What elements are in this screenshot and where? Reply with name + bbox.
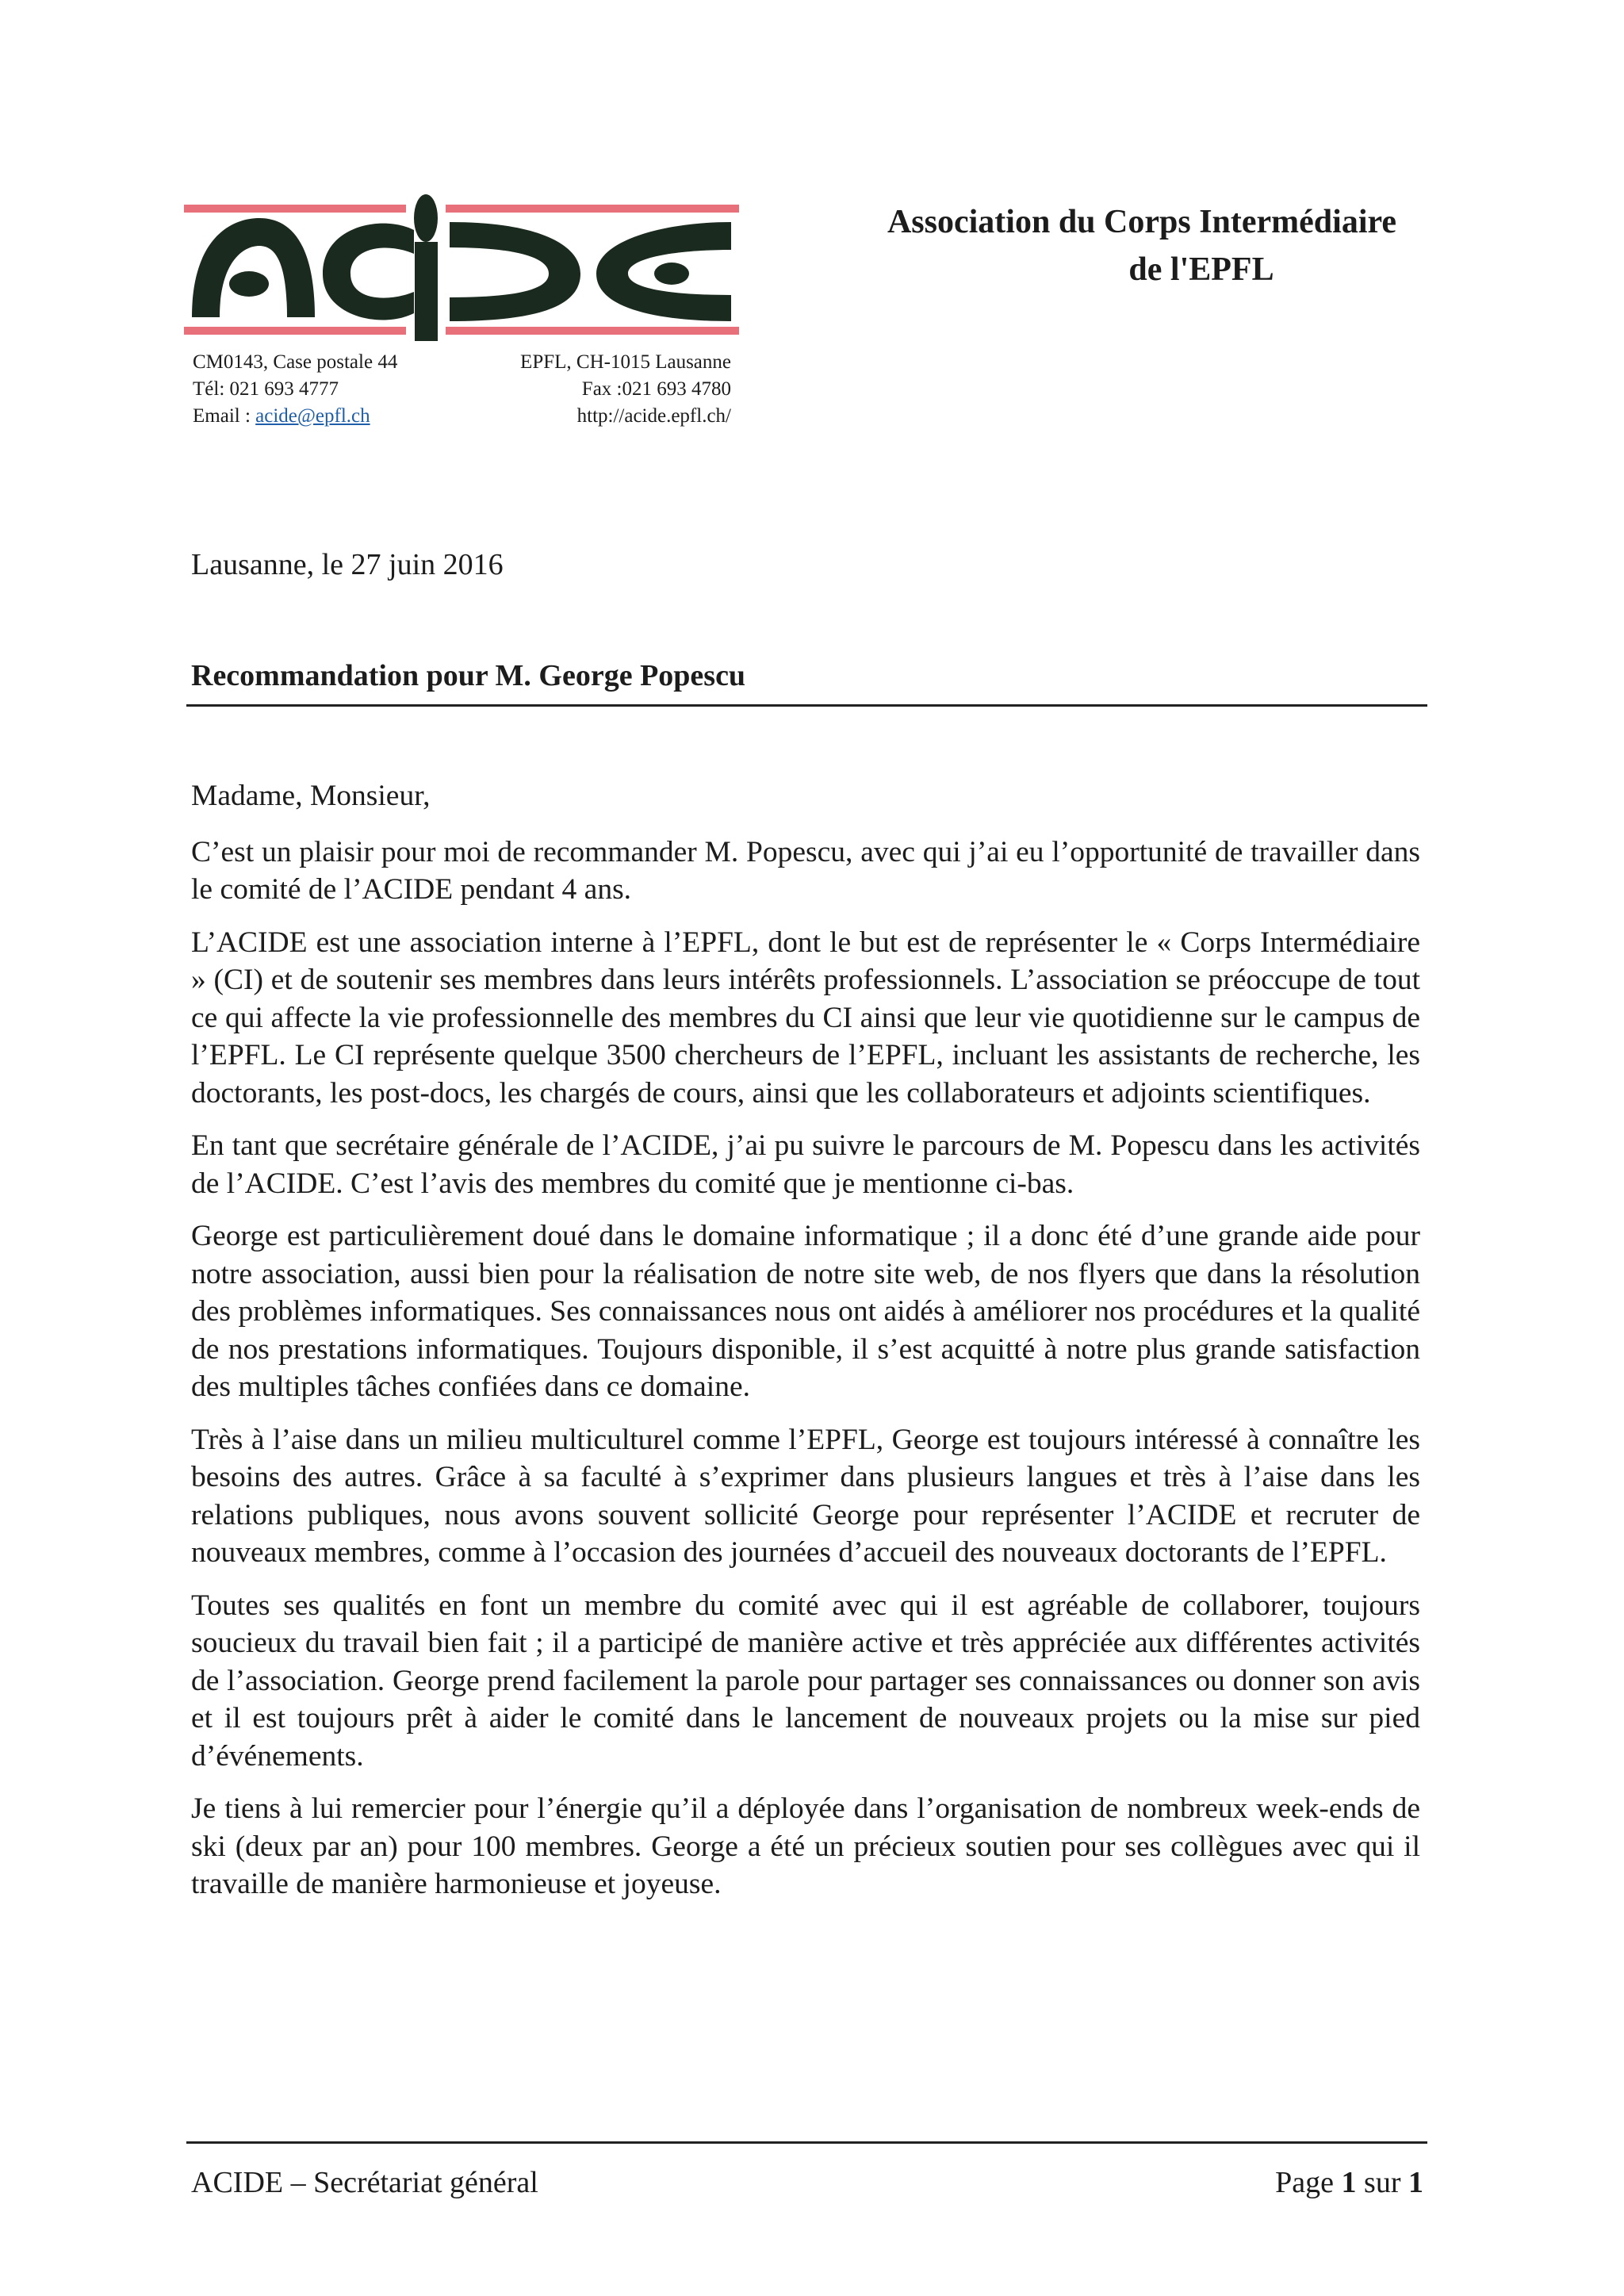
- letter-date: Lausanne, le 27 juin 2016: [191, 548, 504, 581]
- page-separator: sur: [1356, 2166, 1408, 2199]
- email-link[interactable]: acide@epfl.ch: [255, 405, 370, 427]
- phone-number: Tél: 021 693 4777: [193, 378, 339, 400]
- footer-divider: [186, 2141, 1427, 2144]
- letter-subject: Recommandation pour M. George Popescu: [191, 659, 746, 692]
- body-paragraph: Je tiens à lui remercier pour l’énergie qu’il a déployée dans l’organisation de nombreux week-ends de ski (deux par an) pour 100 membres. George a été un précieux soutien pour ses collègues avec qui il travaille de manière harmonieuse et joyeuse.: [191, 1792, 1420, 1900]
- body-paragraph: En tant que secrétaire générale de l’ACIDE, j’ai pu suivre le parcours de M. Popescu dans les activités de l’ACIDE. C’est l’avis des membres du comité que je mentionne ci-bas.: [191, 1129, 1420, 1200]
- organization-name-line2: [809, 246, 1475, 293]
- body-paragraph: L’ACIDE est une association interne à l’EPFL, dont le but est de représenter le « Corps Intermédiaire » (CI) et de soutenir ses membres dans leurs intérêts professionnels. L’association se préoccupe de tout ce qui affecte la vie professionnelle des membres du CI ainsi que leur vie quotidienne sur le campus de l’EPFL. Le CI représente quelque 3500 chercheurs de l’EPFL, incluant les assistants de recherche, les doctorants, les post-docs, les chargés de cours, ainsi que les collaborateurs et adjoints scientifiques.: [191, 926, 1420, 1110]
- contact-right: [476, 349, 731, 430]
- page-number: [1110, 2165, 1423, 2200]
- salutation: Madame, Monsieur,: [191, 780, 431, 812]
- organization-name: [809, 198, 1475, 293]
- acide-logo: [184, 190, 739, 349]
- body-paragraph: George est particulièrement doué dans le domaine informatique ; il a donc été d’une grande aide pour notre association, aussi bien pour la réalisation de notre site web, de nos flyers que dans la résolution des problèmes informatiques. Ses connaissances nous ont aidés à améliorer nos procédures et la qualité de nos prestations informatiques. Toujours disponible, il s’est acquitté à notre plus grande satisfaction des multiples tâches confiées dans ce domaine.: [191, 1220, 1420, 1403]
- body-paragraph: Toutes ses qualités en font un membre du comité avec qui il est agréable de collaborer, toujours soucieux du travail bien fait ; il a participé de manière active et très appréciée aux différentes activités de l’association. George prend facilement la parole pour partager ses connaissances ou donner son avis et il est toujours prêt à aider le comité dans le lancement de nouveaux projets ou la mise sur pied d’événements.: [191, 1589, 1420, 1773]
- organization-name-prefix: de l': [1128, 251, 1189, 288]
- email-line: [193, 403, 397, 430]
- website-url: http://acide.epfl.ch/: [576, 405, 731, 427]
- footer-department: ACIDE – Secrétariat général: [191, 2166, 538, 2199]
- email-label: Email :: [193, 405, 256, 427]
- acide-logo-icon: [184, 190, 739, 349]
- organization-name-line1: Association du Corps Intermédiaire: [887, 204, 1397, 240]
- organization-acronym: EPFL: [1189, 251, 1274, 288]
- postal-address: CM0143, Case postale 44: [193, 351, 398, 373]
- city-line: EPFL, CH-1015 Lausanne: [520, 351, 731, 373]
- page-current: 1: [1341, 2166, 1357, 2199]
- subject-divider: [186, 704, 1427, 707]
- fax-number: Fax :021 693 4780: [581, 378, 731, 400]
- contact-left: [193, 349, 397, 430]
- page-total: 1: [1408, 2166, 1423, 2199]
- body-paragraph: C’est un plaisir pour moi de recommander M. Popescu, avec qui j’ai eu l’opportunité de travailler dans le comité de l’ACIDE pendant 4 ans.: [191, 835, 1420, 906]
- letter-body: [191, 777, 1420, 1918]
- body-paragraph: Très à l’aise dans un milieu multiculturel comme l’EPFL, George est toujours intéressé à connaître les besoins des autres. Grâce à sa faculté à s’exprimer dans plusieurs langues et très à l’aise dans les relations publiques, nous avons souvent sollicité George pour représenter l’ACIDE et recruter de nouveaux membres, comme à l’occasion des journées d’accueil des nouveaux doctorants de l’EPFL.: [191, 1423, 1420, 1569]
- page-prefix: Page: [1275, 2166, 1342, 2199]
